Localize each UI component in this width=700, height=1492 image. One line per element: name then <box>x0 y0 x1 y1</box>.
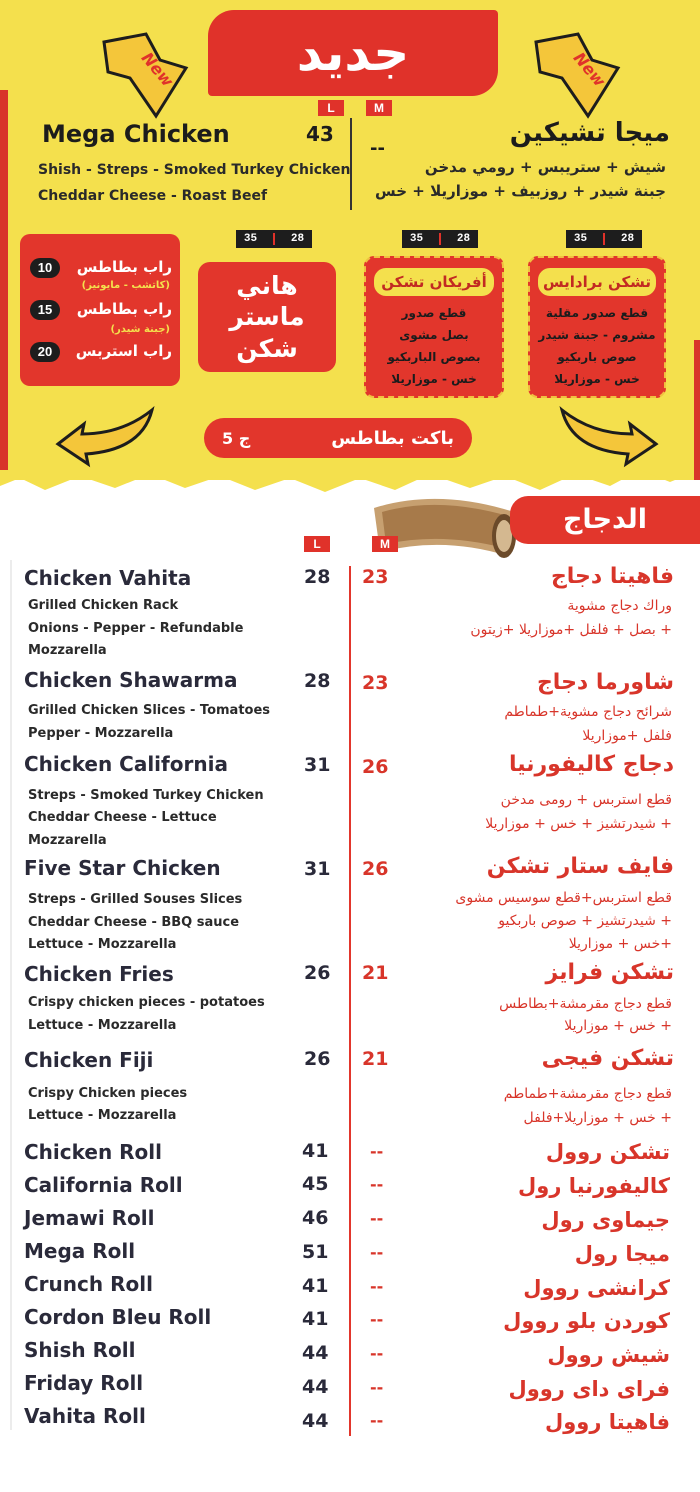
mega-chicken-price-l: 43 <box>306 122 334 146</box>
african-chicken-title: أفريكان تشكن <box>372 266 496 298</box>
item-desc-ar: + بصل + فلفل +موزاريلا +زيتون <box>470 622 672 638</box>
roll-price-m: -- <box>370 1209 384 1228</box>
item-desc-en: Cheddar Cheese - BBQ sauce <box>28 915 240 930</box>
roll-price-l: 41 <box>302 1275 329 1297</box>
item-desc-en: Grilled Chicken Rack <box>28 598 179 613</box>
roll-price-l: 44 <box>302 1342 329 1364</box>
item-desc-ar: + خس + موزاريلا+فلفل <box>523 1110 672 1126</box>
roll-price-m: -- <box>370 1142 384 1161</box>
wrap-name-2: راب بطاطس <box>76 300 172 318</box>
roll-price-m: -- <box>370 1310 384 1329</box>
arrow-right-icon <box>552 404 662 474</box>
happy-master-price <box>236 230 312 248</box>
item-name-ar: تشكن فيجى <box>541 1046 674 1071</box>
new-section-title: جديد <box>208 10 498 96</box>
new-badge-label: New <box>569 48 610 91</box>
chicken-paradise-title: تشكن برادايس <box>536 266 658 298</box>
arrow-left-icon <box>52 404 162 474</box>
item-desc-ar: شرائح دجاج مشوية+طماطم <box>504 704 672 720</box>
wrap-sandwich-image <box>368 486 518 566</box>
item-price-l: 28 <box>304 670 331 692</box>
mega-desc-ar-2: جبنة شيدر + روزبيف + موزاريلا + خس <box>375 182 666 200</box>
mega-chicken-name-ar: ميجا تشيكين <box>509 118 670 148</box>
chicken-paradise-line-3: صوص باربكيو <box>557 350 637 364</box>
item-desc-ar: قطع دجاج مقرمشة+طماطم <box>503 1086 672 1102</box>
wrap-price-2: 15 <box>30 300 60 320</box>
roll-price-l: 44 <box>302 1410 329 1432</box>
item-desc-ar: + شيدرتشيز + صوص باربكيو <box>498 913 672 929</box>
new-badge-left <box>100 30 190 120</box>
roll-price-l: 41 <box>302 1140 329 1162</box>
happy-master-title-1: هاني <box>236 271 298 301</box>
item-desc-en: Lettuce - Mozzarella <box>28 1018 177 1033</box>
item-price-l: 31 <box>304 754 331 776</box>
fries-pack-pill <box>204 418 472 458</box>
item-desc-en: Streps - Smoked Turkey Chicken <box>28 788 264 803</box>
item-name-en: Chicken Shawarma <box>24 668 238 692</box>
left-red-edge <box>0 90 8 470</box>
roll-name-en: Vahita Roll <box>24 1404 146 1428</box>
roll-name-en: Jemawi Roll <box>24 1206 155 1230</box>
roll-name-ar: كوردن بلو روول <box>503 1309 670 1333</box>
item-desc-en: Lettuce - Mozzarella <box>28 1108 177 1123</box>
roll-name-en: Crunch Roll <box>24 1272 153 1296</box>
roll-price-m: -- <box>370 1344 384 1363</box>
roll-name-ar: كاليفورنيا رول <box>518 1174 670 1198</box>
item-desc-en: Pepper - Mozzarella <box>28 726 174 741</box>
item-desc-ar: قطع استربس + رومى مدخن <box>500 792 672 808</box>
item-name-ar: فاهيتا دجاج <box>550 564 674 589</box>
item-desc-ar: قطع دجاج مقرمشة+بطاطس <box>499 996 672 1012</box>
chicken-size-m: M <box>372 536 398 552</box>
chicken-paradise-line-2: مشروم - جبنة شيدر <box>538 328 656 342</box>
roll-price-m: -- <box>370 1378 384 1397</box>
chicken-paradise-price <box>566 230 642 248</box>
roll-name-en: Shish Roll <box>24 1338 136 1362</box>
fries-pack-name: باكت بطاطس <box>331 427 454 449</box>
item-price-m: 23 <box>362 672 389 694</box>
new-badge-label: New <box>137 48 178 91</box>
african-chicken-line-3: بصوص الباربكيو <box>387 350 481 364</box>
roll-name-en: Cordon Bleu Roll <box>24 1305 212 1329</box>
wrap-note-1: (كاتشب - مايونيز) <box>81 280 170 291</box>
item-desc-en: Mozzarella <box>28 643 107 658</box>
roll-name-ar: فراى داى روول <box>508 1377 670 1401</box>
item-price-l: 31 <box>304 858 331 880</box>
item-desc-en: Mozzarella <box>28 833 107 848</box>
item-desc-en: Streps - Grilled Souses Slices <box>28 892 243 907</box>
roll-price-l: 41 <box>302 1308 329 1330</box>
item-desc-ar: +خس + موزاريلا <box>568 936 672 952</box>
african-chicken-line-4: خس - موزاريلا <box>391 372 477 386</box>
mega-chicken-name-en: Mega Chicken <box>42 120 230 148</box>
fries-pack-price: 5 ج <box>222 428 251 448</box>
mega-chicken-price-m: -- <box>370 138 385 159</box>
new-badge-right <box>532 30 622 120</box>
item-name-en: Chicken Fries <box>24 962 174 986</box>
wraps-card <box>20 234 180 386</box>
wrap-name-3: راب استربس <box>75 342 172 360</box>
roll-name-en: California Roll <box>24 1173 183 1197</box>
price-l: 28 <box>456 233 471 245</box>
wrap-note-2: (جبنة شيدر) <box>110 324 170 335</box>
price-l: 28 <box>620 233 635 245</box>
african-chicken-card <box>364 256 504 398</box>
roll-name-en: Friday Roll <box>24 1371 144 1395</box>
price-l: 28 <box>290 233 305 245</box>
wrap-name-1: راب بطاطس <box>76 258 172 276</box>
item-price-m: 21 <box>362 1048 389 1070</box>
item-desc-en: Crispy chicken pieces - potatoes <box>28 995 265 1010</box>
roll-price-m: -- <box>370 1243 384 1262</box>
roll-name-ar: جيماوى رول <box>541 1208 670 1232</box>
roll-price-l: 44 <box>302 1376 329 1398</box>
item-desc-ar: قطع استربس+قطع سوسيس مشوى <box>455 890 672 906</box>
item-name-ar: دجاج كاليفورنيا <box>508 752 674 777</box>
chicken-paradise-line-1: قطع صدور مقلية <box>545 306 649 320</box>
item-name-en: Five Star Chicken <box>24 856 221 880</box>
chicken-size-l: L <box>304 536 330 552</box>
item-desc-en: Crispy Chicken pieces <box>28 1086 188 1101</box>
item-name-en: Chicken Fiji <box>24 1048 154 1072</box>
item-name-ar: تشكن فرايز <box>545 960 674 985</box>
roll-name-en: Mega Roll <box>24 1239 136 1263</box>
item-desc-ar: وراك دجاج مشوية <box>567 598 672 614</box>
chicken-section-title: الدجاج <box>510 496 700 544</box>
item-name-en: Chicken Vahita <box>24 566 192 590</box>
item-price-m: 26 <box>362 858 389 880</box>
price-m: 35 <box>409 233 424 245</box>
happy-master-title-2: ماستر شكن <box>229 302 305 363</box>
roll-name-en: Chicken Roll <box>24 1140 163 1164</box>
item-desc-ar: فلفل +موزاريلا <box>582 728 672 744</box>
item-price-l: 26 <box>304 962 331 984</box>
right-red-edge <box>694 340 700 480</box>
item-desc-en: Cheddar Cheese - Lettuce <box>28 810 217 825</box>
happy-master-chicken-card <box>198 262 336 372</box>
item-desc-en: Onions - Pepper - Refundable <box>28 621 244 636</box>
african-chicken-line-1: قطع صدور <box>401 306 467 320</box>
african-chicken-line-2: بصل مشوى <box>399 328 469 342</box>
column-divider <box>349 566 351 1436</box>
roll-name-ar: تشكن روول <box>545 1140 670 1164</box>
chicken-paradise-card <box>528 256 666 398</box>
item-desc-en: Lettuce - Mozzarella <box>28 937 177 952</box>
roll-price-m: -- <box>370 1175 384 1194</box>
size-label-l: L <box>318 100 344 116</box>
mega-desc-en-1: Shish - Streps - Smoked Turkey Chicken <box>38 162 351 178</box>
roll-price-m: -- <box>370 1411 384 1430</box>
wrap-price-3: 20 <box>30 342 60 362</box>
item-price-l: 28 <box>304 566 331 588</box>
item-desc-ar: + شيدرتشيز + خس + موزاريلا <box>485 816 672 832</box>
item-price-m: 21 <box>362 962 389 984</box>
price-m: 35 <box>573 233 588 245</box>
roll-name-ar: كرانشى روول <box>523 1276 670 1300</box>
roll-price-m: -- <box>370 1277 384 1296</box>
new-arrow-icon <box>100 30 190 120</box>
item-desc-en: Grilled Chicken Slices - Tomatoes <box>28 703 271 718</box>
mega-desc-ar-1: شيش + ستريبس + رومي مدخن <box>424 158 666 176</box>
item-name-ar: فايف ستار تشكن <box>486 854 674 879</box>
chicken-paradise-line-4: خس - موزاريلا <box>554 372 640 386</box>
roll-price-l: 51 <box>302 1241 329 1263</box>
roll-name-ar: ميجا رول <box>574 1242 670 1266</box>
left-rule <box>10 560 12 1430</box>
roll-price-l: 46 <box>302 1207 329 1229</box>
size-label-m: M <box>366 100 392 116</box>
african-chicken-price <box>402 230 478 248</box>
roll-name-ar: فاهيتا روول <box>545 1410 670 1434</box>
mega-desc-en-2: Cheddar Cheese - Roast Beef <box>38 188 268 204</box>
item-desc-ar: + خس + موزاريلا <box>564 1018 672 1034</box>
roll-price-l: 45 <box>302 1173 329 1195</box>
wrap-price-1: 10 <box>30 258 60 278</box>
price-m: 35 <box>243 233 258 245</box>
new-arrow-icon <box>532 30 622 120</box>
item-price-l: 26 <box>304 1048 331 1070</box>
item-name-ar: شاورما دجاج <box>536 670 674 695</box>
item-name-en: Chicken California <box>24 752 228 776</box>
item-price-m: 26 <box>362 756 389 778</box>
roll-name-ar: شيش روول <box>547 1343 670 1367</box>
item-price-m: 23 <box>362 566 389 588</box>
